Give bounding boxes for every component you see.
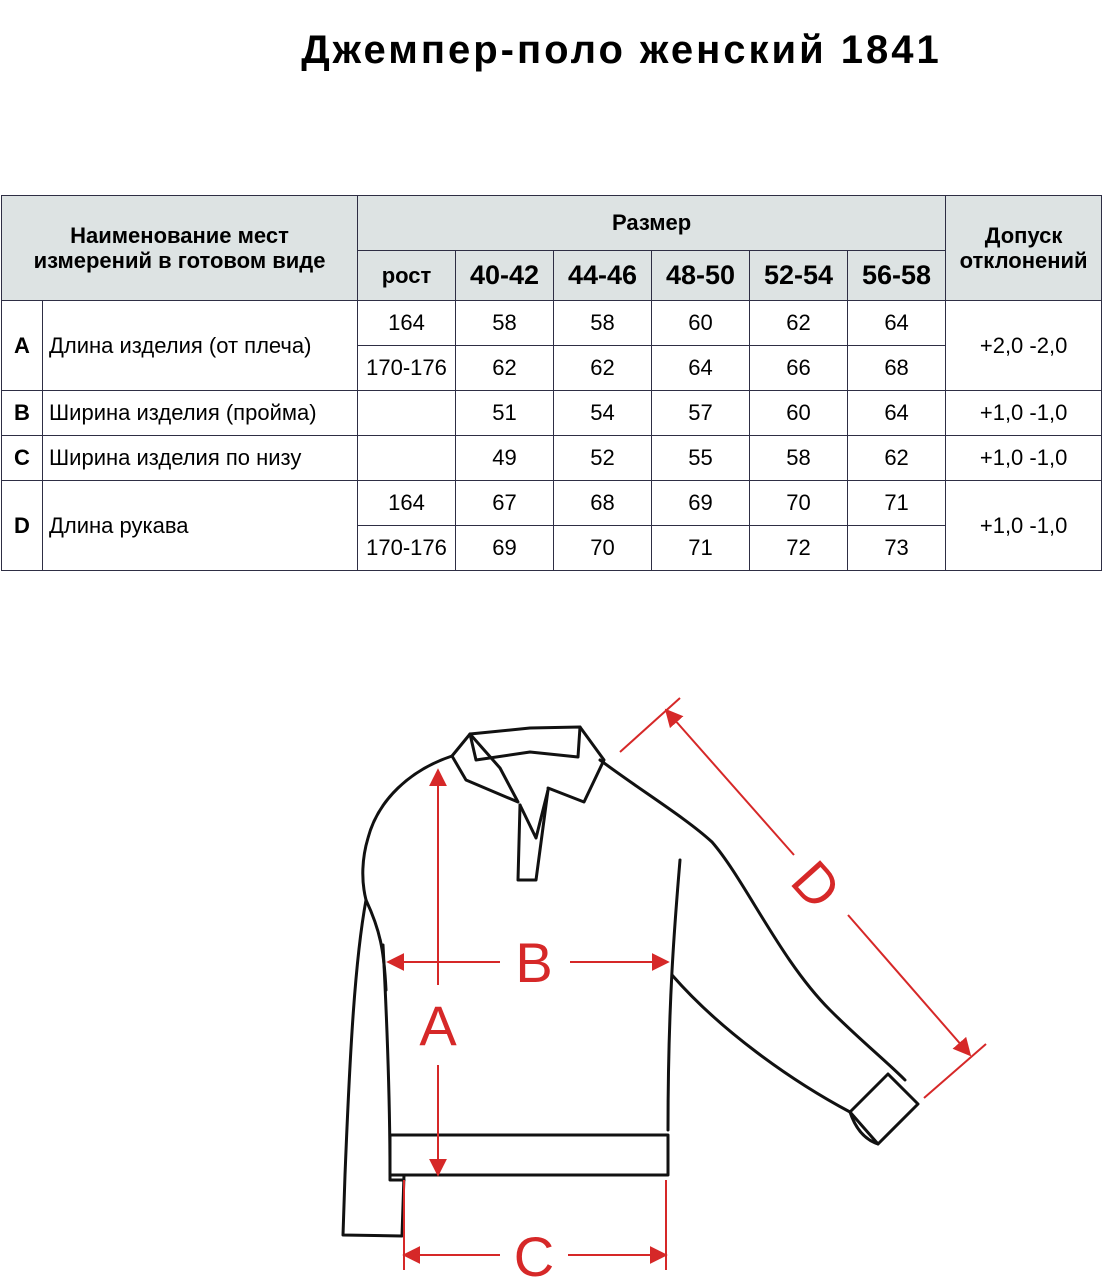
row-height: 164 [358,481,456,526]
header-name-line2: измерений в готовом виде [33,248,326,273]
header-name-line1: Наименование мест [70,222,289,248]
row-value: 62 [554,346,652,391]
row-value: 71 [652,526,750,571]
row-value: 69 [652,481,750,526]
row-measurement-name: Длина изделия (от плеча) [43,301,358,391]
row-value: 68 [554,481,652,526]
row-value: 70 [750,481,848,526]
header-size-col: 48-50 [652,251,750,301]
row-tolerance: +1,0 -1,0 [946,436,1102,481]
label-d: D [779,848,854,921]
row-height: 170-176 [358,346,456,391]
measure-d-ext-top [620,698,680,752]
right-side-body [668,860,680,1130]
measure-d-lower [848,915,970,1055]
header-size: Размер [358,196,946,251]
row-value: 55 [652,436,750,481]
measure-d-ext-bottom [924,1044,986,1098]
row-value: 73 [848,526,946,571]
row-letter: D [2,481,43,571]
row-value: 60 [652,301,750,346]
row-value: 58 [750,436,848,481]
row-tolerance: +2,0 -2,0 [946,301,1102,391]
row-measurement-name: Длина рукава [43,481,358,571]
header-size-col: 40-42 [456,251,554,301]
row-value: 70 [554,526,652,571]
row-value: 60 [750,391,848,436]
row-value: 62 [456,346,554,391]
row-value: 68 [848,346,946,391]
row-value: 62 [848,436,946,481]
row-tolerance: +1,0 -1,0 [946,481,1102,571]
header-size-col: 56-58 [848,251,946,301]
page-title: Джемпер-поло женский 1841 [301,28,942,72]
row-measurement-name: Ширина изделия по низу [43,436,358,481]
jumper-outline [343,727,918,1236]
row-value: 64 [848,301,946,346]
row-value: 52 [554,436,652,481]
label-b: B [515,931,553,994]
row-value: 57 [652,391,750,436]
row-value: 49 [456,436,554,481]
label-c: C [513,1225,555,1280]
row-tolerance: +1,0 -1,0 [946,391,1102,436]
row-value: 71 [848,481,946,526]
row-value: 58 [554,301,652,346]
row-value: 58 [456,301,554,346]
row-value: 62 [750,301,848,346]
header-size-col: 52-54 [750,251,848,301]
label-a: A [419,994,457,1057]
header-tolerance-line1: Допуск [984,222,1063,248]
right-sleeve-inner [672,975,850,1112]
row-value: 67 [456,481,554,526]
row-value: 64 [848,391,946,436]
row-value: 54 [554,391,652,436]
row-letter: A [2,301,43,391]
row-letter: C [2,436,43,481]
row-value: 51 [456,391,554,436]
row-height: 170-176 [358,526,456,571]
left-sleeve-outer [343,900,404,1236]
row-value: 69 [456,526,554,571]
row-letter: B [2,391,43,436]
row-height: 164 [358,301,456,346]
row-value: 64 [652,346,750,391]
header-size-col: 44-46 [554,251,652,301]
row-measurement-name: Ширина изделия (пройма) [43,391,358,436]
measurement-labels [419,849,853,1280]
header-height: рост [358,251,456,301]
measure-d-upper [666,710,794,855]
row-value: 66 [750,346,848,391]
hem-band [390,1135,668,1175]
header-tolerance-line2: отклонений [959,248,1088,273]
row-value: 72 [750,526,848,571]
